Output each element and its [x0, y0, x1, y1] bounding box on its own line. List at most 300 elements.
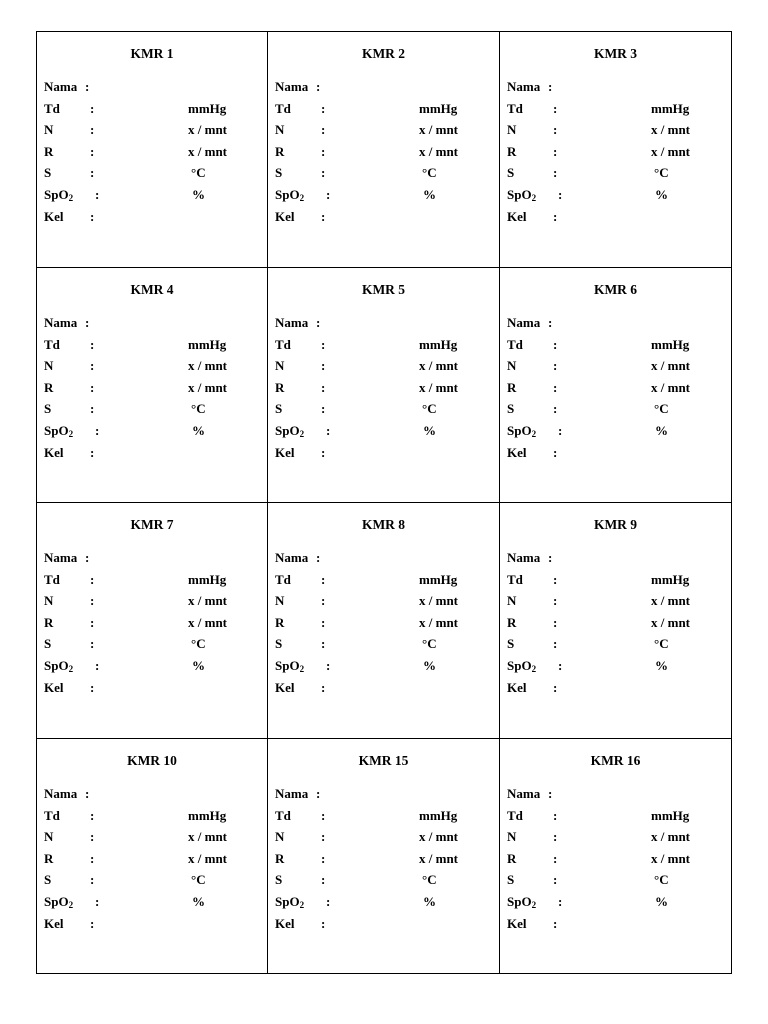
td-row	[275, 805, 491, 827]
room-title: KMR 7	[130, 517, 174, 532]
kel-row	[507, 677, 723, 699]
spo2-unit: %	[423, 893, 436, 909]
kel-row	[275, 206, 491, 228]
nama-label: Nama	[507, 79, 541, 94]
td-row	[275, 334, 491, 356]
s-label: S	[275, 165, 283, 181]
nama-label: Nama	[507, 315, 541, 330]
room-title: KMR 10	[127, 753, 177, 768]
nama-label: Nama	[275, 786, 309, 801]
colon: :	[90, 401, 95, 417]
td-unit: mmHg	[419, 100, 458, 116]
colon: :	[321, 807, 326, 823]
spo2-label-main: SpO	[44, 422, 69, 438]
spo2-label-main: SpO	[275, 422, 300, 438]
colon: :	[553, 143, 558, 159]
colon: :	[95, 657, 100, 673]
td-label: Td	[507, 100, 523, 116]
vitals-list	[44, 547, 259, 698]
room-card	[37, 739, 268, 973]
nama-row	[44, 312, 259, 334]
r-unit: x / mnt	[419, 143, 458, 159]
kel-label: Kel	[507, 208, 527, 224]
colon: :	[321, 872, 326, 888]
td-unit: mmHg	[188, 100, 227, 116]
spo2-label-main: SpO	[275, 893, 300, 909]
td-row	[507, 569, 723, 591]
r-row	[275, 612, 491, 634]
td-row	[44, 569, 259, 591]
s-unit: °C	[191, 636, 206, 652]
colon: :	[316, 315, 321, 330]
colon: :	[316, 550, 321, 565]
r-label: R	[44, 850, 54, 866]
room-title: KMR 6	[593, 282, 638, 297]
r-unit: x / mnt	[651, 850, 690, 866]
td-unit: mmHg	[419, 571, 458, 587]
kel-label: Kel	[507, 915, 527, 931]
vital-signs-grid	[36, 31, 732, 974]
n-unit: x / mnt	[188, 122, 227, 138]
n-row	[507, 590, 723, 612]
colon: :	[90, 829, 95, 845]
s-label: S	[44, 165, 52, 181]
spo2-unit: %	[423, 422, 436, 438]
s-label: S	[507, 636, 515, 652]
spo2-unit: %	[655, 422, 668, 438]
colon: :	[326, 422, 331, 438]
n-row	[507, 119, 723, 141]
colon: :	[558, 893, 563, 909]
colon: :	[553, 614, 558, 630]
nama-label: Nama	[275, 550, 309, 565]
room-card	[268, 503, 500, 739]
nama-row	[44, 783, 259, 805]
colon: :	[321, 593, 326, 609]
spo2-unit: %	[192, 657, 205, 673]
td-unit: mmHg	[651, 100, 690, 116]
spo2-label-subscript: 2	[68, 899, 74, 910]
td-row	[44, 98, 259, 120]
r-unit: x / mnt	[188, 850, 227, 866]
colon: :	[321, 336, 326, 352]
n-label: N	[275, 593, 285, 609]
r-row	[507, 141, 723, 163]
vitals-list	[507, 783, 723, 934]
spo2-label-subscript: 2	[531, 428, 537, 439]
s-row	[44, 869, 259, 891]
nama-row	[507, 76, 723, 98]
n-label: N	[275, 358, 285, 374]
kel-label: Kel	[44, 679, 64, 695]
colon: :	[85, 315, 90, 330]
room-card	[37, 268, 268, 503]
spo2-label	[44, 655, 73, 679]
kel-label: Kel	[44, 915, 64, 931]
spo2-label	[275, 655, 304, 679]
td-label: Td	[44, 100, 60, 116]
colon: :	[553, 850, 558, 866]
colon: :	[90, 165, 95, 181]
n-row	[507, 355, 723, 377]
spo2-label-subscript: 2	[68, 192, 74, 203]
s-unit: °C	[654, 872, 669, 888]
nama-row	[44, 547, 259, 569]
colon: :	[321, 829, 326, 845]
colon: :	[90, 679, 95, 695]
n-unit: x / mnt	[188, 593, 227, 609]
n-row	[275, 826, 491, 848]
colon: :	[548, 79, 553, 94]
vitals-list	[275, 783, 491, 934]
spo2-label	[507, 420, 536, 444]
r-row	[275, 848, 491, 870]
spo2-label-main: SpO	[44, 893, 69, 909]
spo2-label-main: SpO	[507, 893, 532, 909]
td-row	[44, 334, 259, 356]
n-label: N	[507, 829, 517, 845]
vitals-list	[507, 312, 723, 463]
s-row	[507, 633, 723, 655]
room-card	[500, 739, 731, 973]
n-label: N	[44, 593, 54, 609]
td-unit: mmHg	[188, 807, 227, 823]
colon: :	[85, 79, 90, 94]
n-unit: x / mnt	[419, 829, 458, 845]
colon: :	[85, 786, 90, 801]
colon: :	[321, 571, 326, 587]
r-label: R	[44, 143, 54, 159]
colon: :	[90, 122, 95, 138]
spo2-unit: %	[192, 893, 205, 909]
colon: :	[553, 379, 558, 395]
spo2-label-main: SpO	[44, 186, 69, 202]
n-label: N	[44, 358, 54, 374]
spo2-label-main: SpO	[507, 186, 532, 202]
colon: :	[553, 122, 558, 138]
s-label: S	[275, 636, 283, 652]
n-row	[275, 590, 491, 612]
r-label: R	[275, 379, 285, 395]
kel-row	[507, 913, 723, 935]
n-unit: x / mnt	[651, 122, 690, 138]
td-label: Td	[44, 571, 60, 587]
td-label: Td	[275, 807, 291, 823]
n-label: N	[275, 122, 285, 138]
colon: :	[90, 807, 95, 823]
s-row	[507, 162, 723, 184]
td-row	[507, 805, 723, 827]
kel-row	[44, 206, 259, 228]
room-card	[37, 32, 268, 268]
colon: :	[321, 143, 326, 159]
spo2-label-subscript: 2	[299, 192, 305, 203]
colon: :	[553, 401, 558, 417]
room-title: KMR 1	[130, 46, 174, 61]
nama-row	[507, 547, 723, 569]
vitals-list	[507, 547, 723, 698]
colon: :	[90, 915, 95, 931]
spo2-row	[44, 420, 259, 442]
room-title: KMR 16	[590, 753, 641, 768]
r-unit: x / mnt	[651, 143, 690, 159]
r-unit: x / mnt	[188, 379, 227, 395]
td-row	[275, 98, 491, 120]
colon: :	[321, 165, 326, 181]
spo2-unit: %	[423, 657, 436, 673]
n-row	[44, 355, 259, 377]
r-label: R	[275, 614, 285, 630]
nama-row	[275, 783, 491, 805]
colon: :	[321, 614, 326, 630]
r-label: R	[44, 379, 54, 395]
spo2-unit: %	[192, 186, 205, 202]
n-unit: x / mnt	[419, 358, 458, 374]
spo2-unit: %	[655, 657, 668, 673]
spo2-label-subscript: 2	[299, 428, 305, 439]
n-label: N	[275, 829, 285, 845]
s-row	[275, 398, 491, 420]
colon: :	[90, 336, 95, 352]
colon: :	[326, 186, 331, 202]
spo2-row	[275, 184, 491, 206]
spo2-label	[44, 184, 73, 208]
r-unit: x / mnt	[651, 379, 690, 395]
td-unit: mmHg	[419, 807, 458, 823]
s-unit: °C	[422, 636, 437, 652]
colon: :	[90, 614, 95, 630]
n-unit: x / mnt	[188, 829, 227, 845]
td-unit: mmHg	[651, 336, 690, 352]
n-unit: x / mnt	[651, 358, 690, 374]
colon: :	[321, 915, 326, 931]
n-label: N	[507, 358, 517, 374]
colon: :	[553, 100, 558, 116]
s-row	[44, 398, 259, 420]
colon: :	[321, 379, 326, 395]
r-row	[275, 377, 491, 399]
td-row	[44, 805, 259, 827]
td-label: Td	[275, 571, 291, 587]
colon: :	[90, 444, 95, 460]
colon: :	[90, 872, 95, 888]
colon: :	[553, 444, 558, 460]
nama-label: Nama	[44, 550, 78, 565]
colon: :	[90, 850, 95, 866]
spo2-label	[275, 891, 304, 915]
spo2-label-subscript: 2	[299, 663, 305, 674]
r-row	[507, 612, 723, 634]
spo2-label-subscript: 2	[68, 428, 74, 439]
td-row	[507, 98, 723, 120]
spo2-label	[507, 655, 536, 679]
colon: :	[321, 208, 326, 224]
vitals-list	[44, 783, 259, 934]
td-row	[275, 569, 491, 591]
td-label: Td	[275, 336, 291, 352]
kel-row	[44, 677, 259, 699]
kel-row	[44, 913, 259, 935]
colon: :	[321, 636, 326, 652]
td-unit: mmHg	[651, 807, 690, 823]
r-label: R	[507, 614, 517, 630]
nama-row	[275, 312, 491, 334]
r-row	[507, 848, 723, 870]
colon: :	[90, 100, 95, 116]
colon: :	[553, 679, 558, 695]
kel-label: Kel	[275, 679, 295, 695]
n-row	[275, 355, 491, 377]
r-label: R	[507, 850, 517, 866]
s-row	[507, 398, 723, 420]
kel-row	[507, 206, 723, 228]
spo2-row	[507, 420, 723, 442]
colon: :	[90, 208, 95, 224]
s-label: S	[275, 872, 283, 888]
colon: :	[321, 122, 326, 138]
spo2-label	[507, 184, 536, 208]
colon: :	[90, 143, 95, 159]
td-label: Td	[44, 336, 60, 352]
colon: :	[553, 807, 558, 823]
td-label: Td	[507, 571, 523, 587]
kel-label: Kel	[507, 444, 527, 460]
spo2-label	[275, 420, 304, 444]
r-row	[44, 141, 259, 163]
spo2-unit: %	[423, 186, 436, 202]
colon: :	[553, 593, 558, 609]
colon: :	[553, 208, 558, 224]
colon: :	[85, 550, 90, 565]
n-unit: x / mnt	[419, 593, 458, 609]
r-row	[44, 612, 259, 634]
spo2-label-subscript: 2	[531, 192, 537, 203]
r-label: R	[275, 143, 285, 159]
room-title: KMR 5	[361, 282, 406, 297]
colon: :	[316, 786, 321, 801]
nama-label: Nama	[44, 315, 78, 330]
spo2-row	[507, 184, 723, 206]
n-row	[275, 119, 491, 141]
n-row	[44, 119, 259, 141]
spo2-label	[44, 891, 73, 915]
room-card	[268, 32, 500, 268]
s-row	[44, 633, 259, 655]
colon: :	[553, 165, 558, 181]
spo2-row	[507, 891, 723, 913]
colon: :	[548, 786, 553, 801]
room-card	[37, 503, 268, 739]
s-row	[44, 162, 259, 184]
spo2-unit: %	[192, 422, 205, 438]
colon: :	[90, 379, 95, 395]
nama-label: Nama	[507, 786, 541, 801]
room-title: KMR 2	[361, 46, 406, 61]
spo2-label	[507, 891, 536, 915]
nama-row	[507, 312, 723, 334]
r-row	[44, 848, 259, 870]
n-row	[44, 826, 259, 848]
s-row	[275, 633, 491, 655]
kel-label: Kel	[507, 679, 527, 695]
s-label: S	[507, 401, 515, 417]
room-title: KMR 9	[593, 517, 638, 532]
spo2-label-main: SpO	[275, 657, 300, 673]
s-unit: °C	[422, 165, 437, 181]
s-unit: °C	[422, 872, 437, 888]
s-label: S	[507, 872, 515, 888]
spo2-label-subscript: 2	[68, 663, 74, 674]
colon: :	[95, 422, 100, 438]
r-row	[44, 377, 259, 399]
s-row	[507, 869, 723, 891]
room-card	[500, 32, 731, 268]
colon: :	[558, 422, 563, 438]
colon: :	[90, 571, 95, 587]
colon: :	[321, 100, 326, 116]
kel-row	[275, 677, 491, 699]
kel-row	[44, 442, 259, 464]
s-label: S	[275, 401, 283, 417]
colon: :	[316, 79, 321, 94]
r-label: R	[275, 850, 285, 866]
s-label: S	[44, 636, 52, 652]
colon: :	[90, 593, 95, 609]
r-unit: x / mnt	[651, 614, 690, 630]
s-label: S	[44, 872, 52, 888]
room-card	[268, 739, 500, 973]
colon: :	[326, 657, 331, 673]
kel-label: Kel	[44, 208, 64, 224]
r-row	[507, 377, 723, 399]
n-unit: x / mnt	[188, 358, 227, 374]
room-title: KMR 8	[361, 517, 406, 532]
colon: :	[326, 893, 331, 909]
r-unit: x / mnt	[188, 143, 227, 159]
s-unit: °C	[654, 165, 669, 181]
s-unit: °C	[191, 401, 206, 417]
vitals-list	[44, 76, 259, 227]
colon: :	[553, 872, 558, 888]
colon: :	[553, 829, 558, 845]
s-row	[275, 869, 491, 891]
kel-row	[275, 442, 491, 464]
nama-row	[275, 76, 491, 98]
spo2-label-subscript: 2	[531, 899, 537, 910]
colon: :	[321, 444, 326, 460]
spo2-label-main: SpO	[275, 186, 300, 202]
r-label: R	[44, 614, 54, 630]
colon: :	[558, 186, 563, 202]
vitals-list	[275, 76, 491, 227]
s-label: S	[44, 401, 52, 417]
spo2-row	[275, 655, 491, 677]
nama-label: Nama	[275, 315, 309, 330]
kel-label: Kel	[275, 915, 295, 931]
spo2-row	[275, 420, 491, 442]
td-label: Td	[507, 807, 523, 823]
room-title: KMR 4	[130, 282, 174, 297]
spo2-label-subscript: 2	[531, 663, 537, 674]
n-unit: x / mnt	[651, 829, 690, 845]
spo2-label-main: SpO	[507, 657, 532, 673]
spo2-label-main: SpO	[44, 657, 69, 673]
vitals-list	[44, 312, 259, 463]
colon: :	[553, 915, 558, 931]
colon: :	[553, 571, 558, 587]
colon: :	[553, 336, 558, 352]
colon: :	[321, 679, 326, 695]
